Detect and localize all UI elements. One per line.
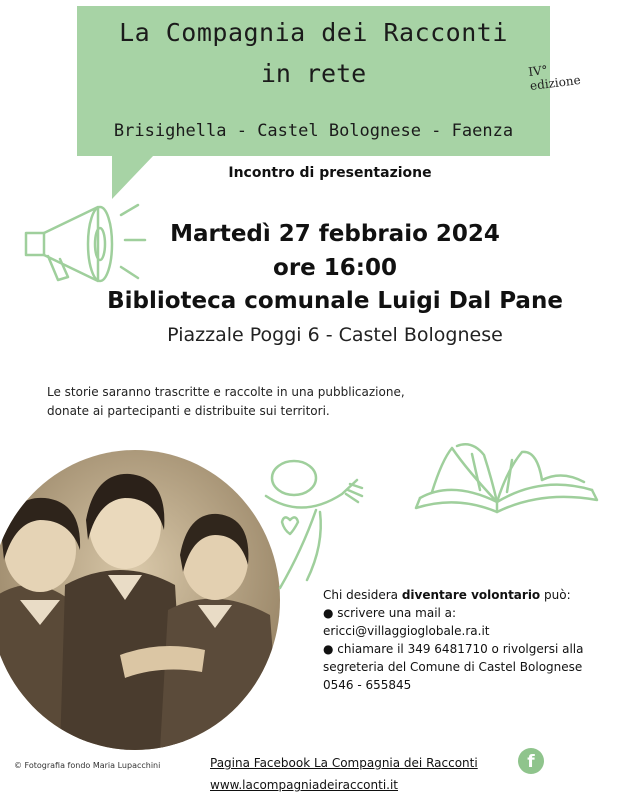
open-book-icon: [412, 440, 612, 520]
volunteer-intro-prefix: Chi desidera: [323, 588, 402, 602]
edition-label: IV° edizione: [527, 62, 582, 93]
event-subtitle: Incontro di presentazione: [228, 165, 432, 181]
facebook-page-link[interactable]: Pagina Facebook La Compagnia dei Racconti: [210, 756, 478, 770]
title-line-2: in rete: [260, 59, 367, 88]
volunteer-option-phone: [323, 640, 623, 658]
event-venue: Biblioteca comunale Luigi Dal Pane: [107, 288, 563, 314]
volunteer-option-2-continued: segreteria del Comune di Castel Bolognese: [323, 660, 583, 674]
figure-heart-icon: [262, 450, 382, 590]
description: [47, 383, 467, 421]
volunteer-option-email: [323, 604, 623, 622]
bullet-icon: ●: [323, 606, 334, 620]
website-link[interactable]: www.lacompagniadeiracconti.it: [210, 778, 399, 792]
facebook-icon[interactable]: f: [518, 748, 544, 774]
bullet-icon: ●: [323, 642, 334, 656]
description-line-1: Le storie saranno trascritte e raccolte in una pubblicazione,: [47, 385, 405, 399]
volunteer-info: [323, 586, 623, 694]
event-time: ore 16:00: [273, 255, 397, 281]
description-line-2: donate ai partecipanti e distribuite sui territori.: [47, 404, 330, 418]
volunteer-phone: 0546 - 655845: [323, 678, 412, 692]
event-address: Piazzale Poggi 6 - Castel Bolognese: [167, 324, 503, 346]
volunteer-intro-bold: diventare volontario: [401, 588, 541, 602]
title-line-1: La Compagnia dei Racconti: [119, 18, 508, 47]
links-block: [210, 752, 478, 796]
volunteer-email[interactable]: ericci@villaggioglobale.ra.it: [323, 624, 490, 638]
photo-credit: © Fotografia fondo Maria Lupacchini: [14, 761, 161, 770]
towns-line: Brisighella - Castel Bolognese - Faenza: [113, 121, 514, 141]
volunteer-option-2-text: chiamare il 349 6481710 o rivolgersi alla: [333, 642, 584, 656]
volunteer-intro: [323, 586, 623, 604]
volunteer-intro-suffix: può:: [540, 588, 571, 602]
volunteer-option-1-text: scrivere una mail a:: [333, 606, 457, 620]
title-banner: [77, 6, 582, 156]
vintage-photo: [0, 450, 280, 750]
event-date: Martedì 27 febbraio 2024: [170, 221, 500, 247]
